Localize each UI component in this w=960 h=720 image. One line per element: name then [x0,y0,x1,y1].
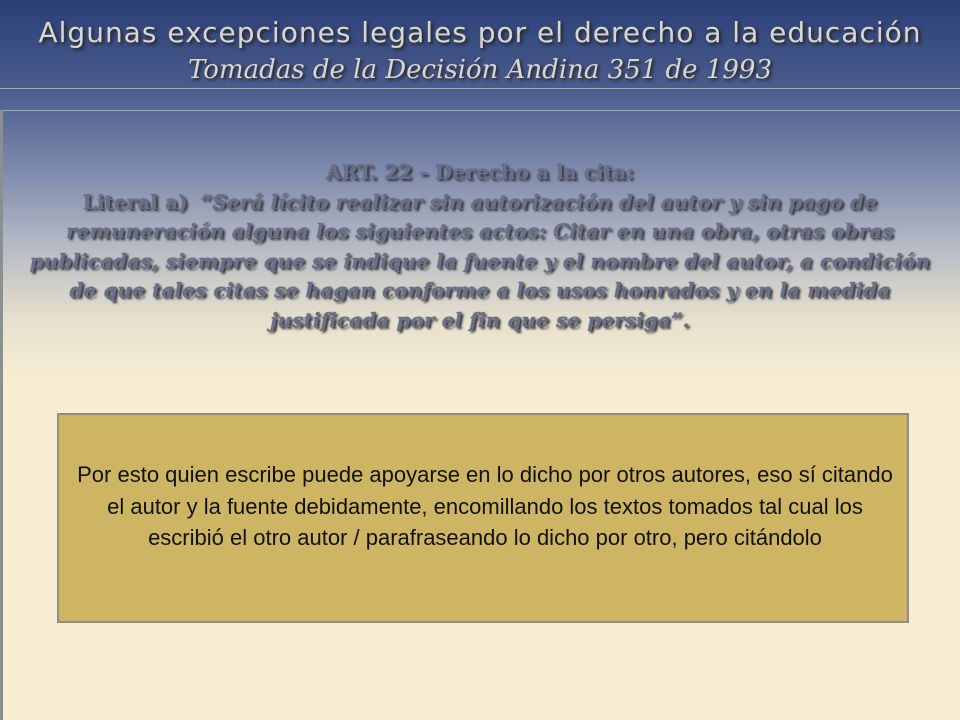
article-heading: ART. 22 - Derecho a la cita: [325,160,635,184]
note-box [57,413,909,623]
slide-subtitle: Tomadas de la Decisión Andina 351 de 1993 [187,55,773,85]
slide-title: Algunas excepciones legales por el derecho a la educación [38,16,922,49]
article-quote: “Será lícito realizar sin autorización del autor y sin pago de remuneración alguna los siguientes actos: Citar en una obra, otras obras publicadas, siempre que se indique la fuente y el nombre del autor, a condición de que tales citas se hagan conforme a los usos honrados y en la medida justificada por el fin que se persiga”. [29,189,931,332]
header-divider [0,110,960,111]
article-block [20,158,940,335]
left-border [0,110,3,720]
literal-label: Literal a) [82,189,188,214]
note-text: Por esto quien escribe puede apoyarse en lo dicho por otros autores, eso sí citando el autor y la fuente debidamente, encomillando los textos tomados tal cual los escribió el otro autor / parafraseando lo dicho por otro, pero citándolo [77,462,893,550]
